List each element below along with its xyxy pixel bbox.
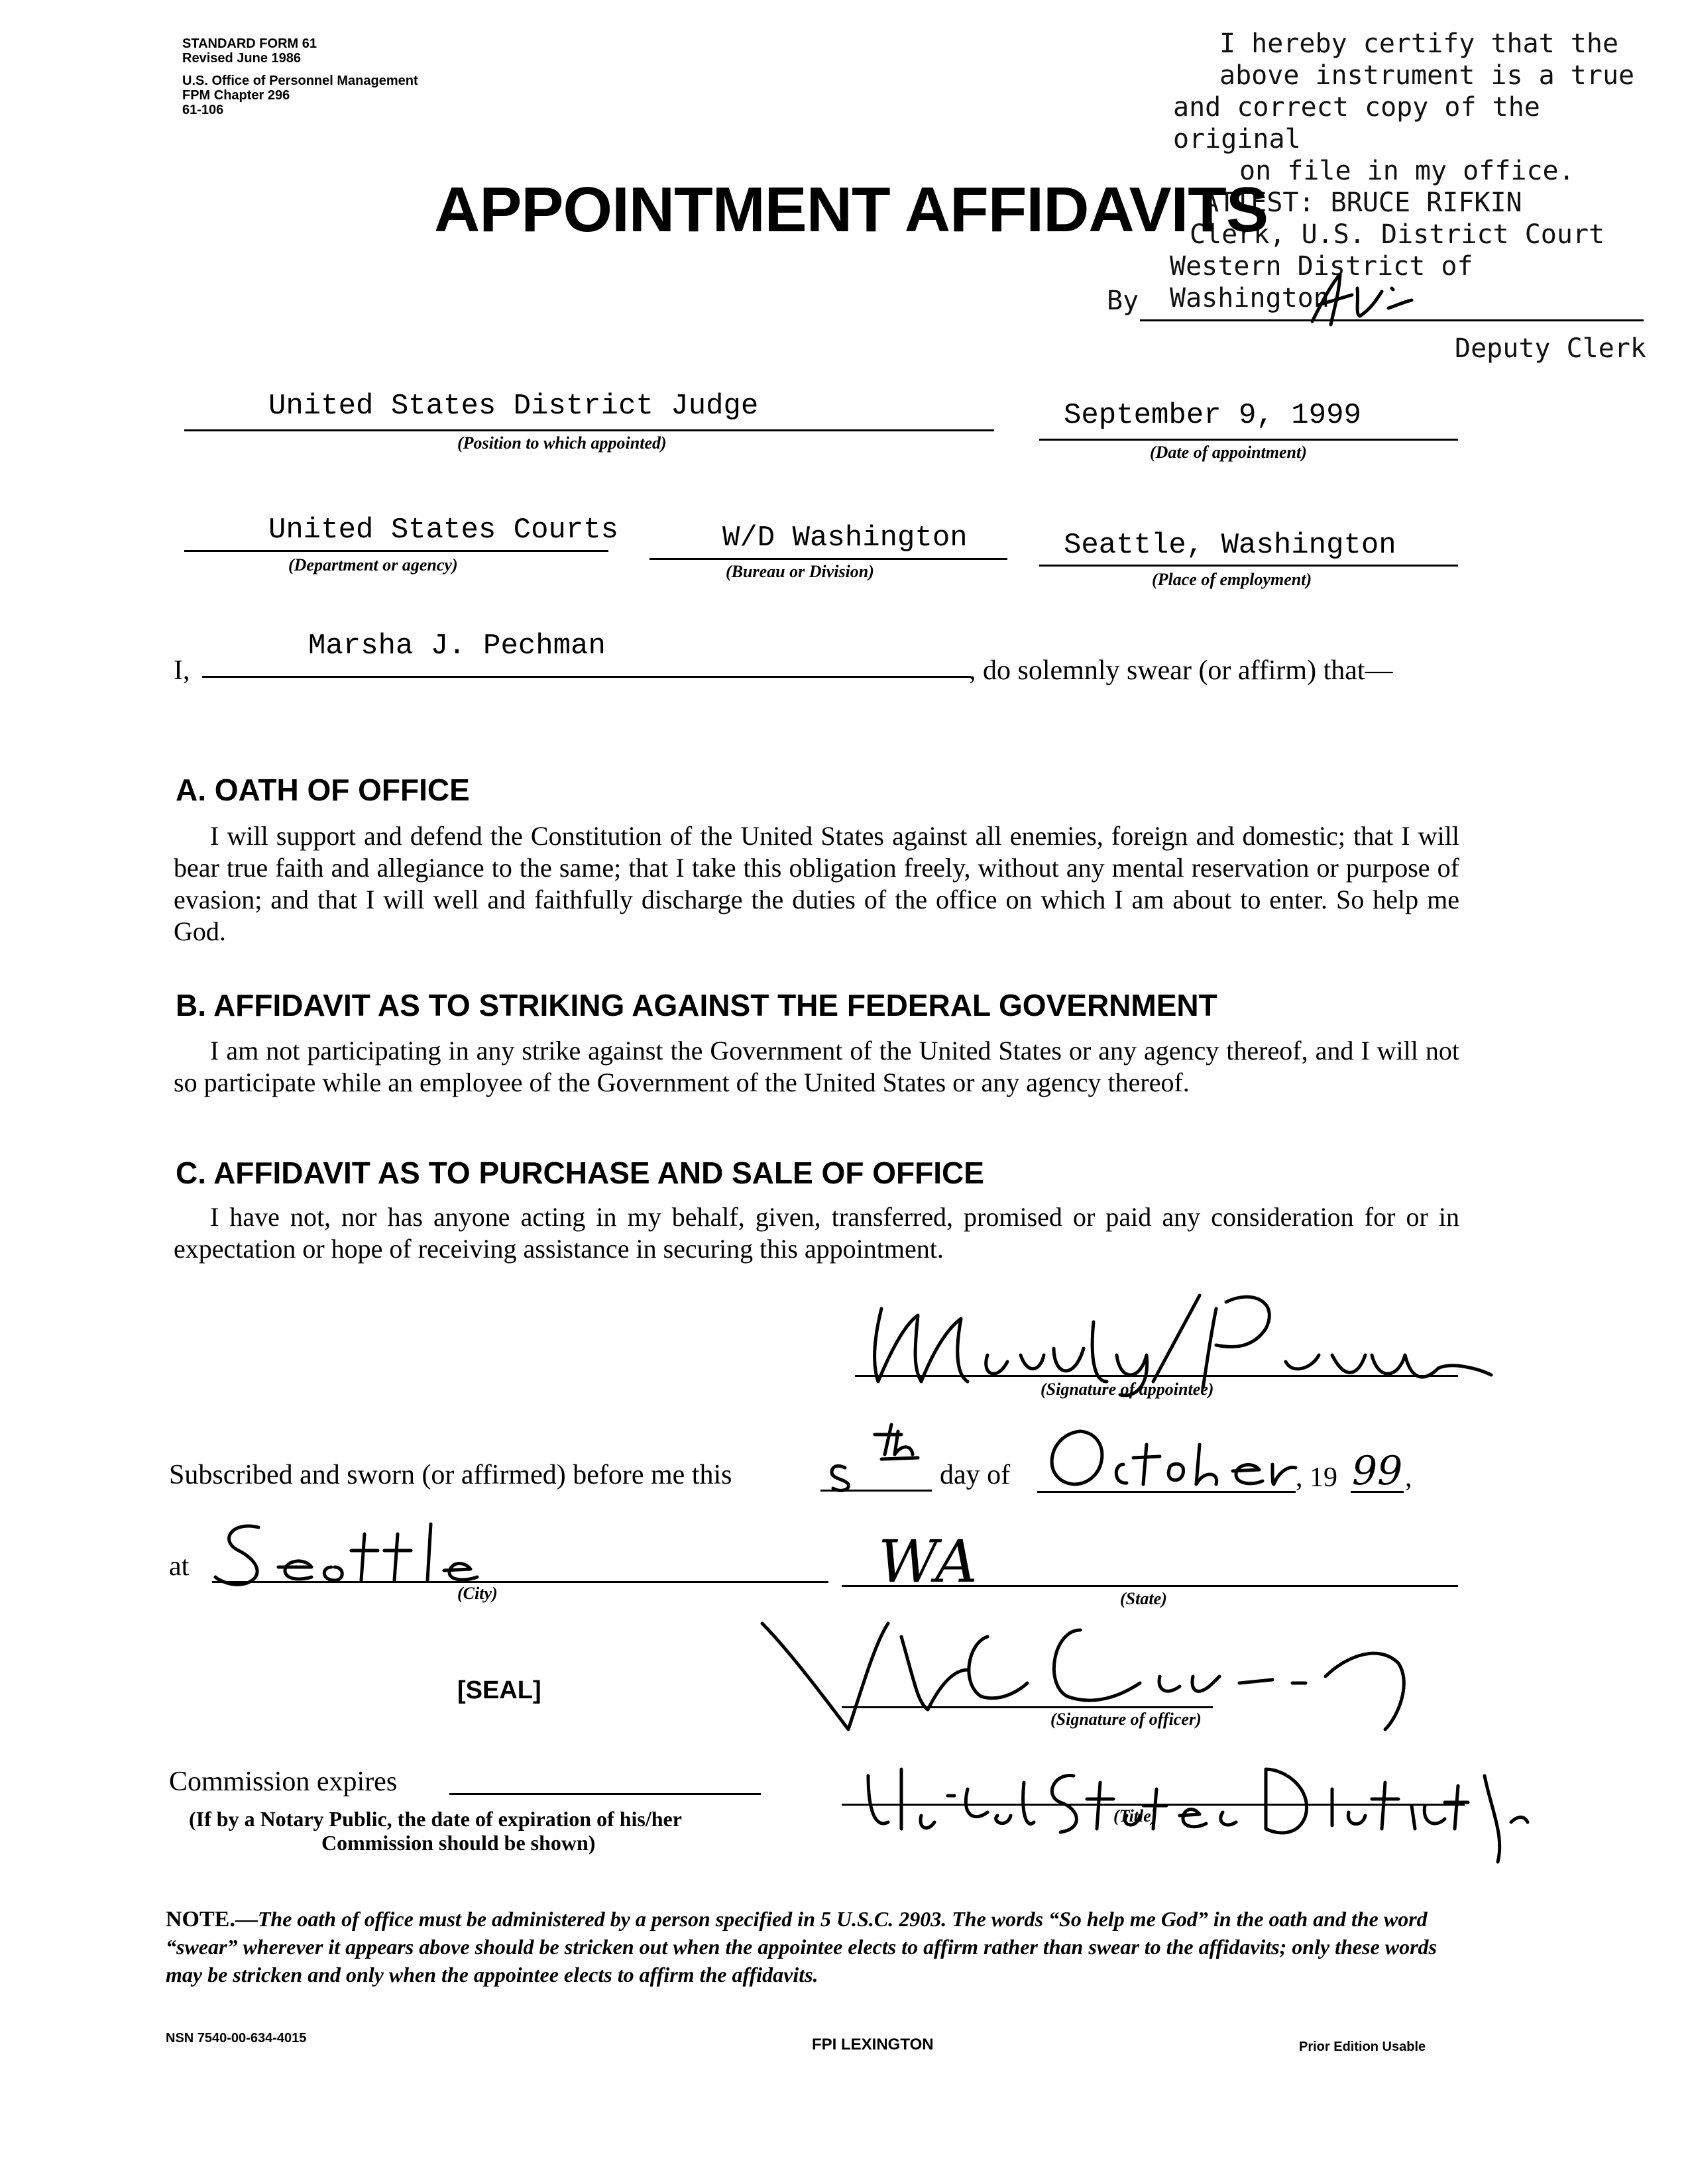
form-number: 61-106 (182, 103, 224, 117)
appointee-name-value: Marsha J. Pechman (308, 629, 606, 663)
appointee-name-line (202, 676, 971, 678)
title-value (888, 1789, 897, 1790)
department-caption: (Department or agency) (288, 555, 458, 574)
stamp-line-3: and correct copy of the original (1173, 92, 1540, 154)
city-handwriting (205, 1514, 497, 1600)
city-value (239, 1544, 241, 1545)
month-handwriting (1034, 1418, 1312, 1494)
year-suffix: , (1405, 1462, 1412, 1493)
department-value: United States Courts (268, 514, 619, 547)
year-line (1351, 1491, 1404, 1493)
place-line (1039, 565, 1458, 567)
commission-note-line-2: Commission should be shown) (321, 1831, 596, 1855)
page-title: APPOINTMENT AFFIDAVITS (434, 174, 1268, 245)
title-line (842, 1804, 1465, 1806)
section-a-heading: A. OATH OF OFFICE (176, 773, 470, 807)
section-b-text: I am not participating in any strike against the Government of the United States or any agency thereof, and I will not so participate while an employee of the Government of the United States or any agency thereof. (174, 1036, 1459, 1097)
month-value (1047, 1456, 1050, 1457)
month-line (1037, 1491, 1296, 1493)
department-line (184, 550, 608, 552)
day-line (820, 1490, 932, 1492)
stamp-line-5: ATTEST: BRUCE RIFKIN (1203, 188, 1522, 218)
section-b-heading: B. AFFIDAVIT AS TO STRIKING AGAINST THE FEDERAL GOVERNMENT (176, 988, 1217, 1022)
section-c-heading: C. AFFIDAVIT AS TO PURCHASE AND SALE OF OFFICE (176, 1156, 984, 1190)
footer-printer: FPI LEXINGTON (812, 2036, 934, 2053)
stamp-line-6: Clerk, U.S. District Court (1190, 219, 1605, 250)
commission-line (449, 1793, 761, 1795)
note-text: The oath of office must be administered by a person specified in 5 U.S.C. 2903. The words “So help me God” in the oath and the word “swear” wherever it appears above should be stricken out when the appointee elects to affirm rather than swear to the affidavits; only these words may be stricken and only when the appointee elects to affirm the affidavits. (166, 1907, 1437, 1987)
at-label: at (169, 1551, 190, 1582)
note-label: NOTE.— (166, 1907, 258, 1932)
position-caption: (Position to which appointed) (457, 433, 667, 453)
deputy-signature (1299, 268, 1418, 331)
seal-label: [SEAL] (457, 1676, 541, 1704)
day-value (779, 1456, 780, 1457)
commission-note (189, 1807, 682, 1855)
stamp-line-4: on file in my office. (1239, 156, 1575, 186)
date-value: September 9, 1999 (1064, 399, 1361, 432)
date-caption: (Date of appointment) (1150, 443, 1307, 462)
form-revised: Revised June 1986 (182, 51, 301, 66)
commission-label: Commission expires (169, 1767, 398, 1797)
footer-nsn: NSN 7540-00-634-4015 (166, 2031, 307, 2046)
form-name: STANDARD FORM 61 (182, 36, 317, 51)
section-c-text: I have not, nor has anyone acting in my behalf, given, transferred, promised or paid any consideration for or in expectation or hope of receiving assistance in securing this appointment. (174, 1202, 1459, 1264)
officer-signature-caption: (Signature of officer) (1050, 1710, 1202, 1729)
form-agency: U.S. Office of Personnel Management (182, 74, 418, 88)
date-line (1039, 439, 1458, 441)
bureau-value: W/D Washington (722, 521, 968, 555)
bureau-line (649, 558, 1007, 560)
state-line (842, 1585, 1458, 1587)
officer-signature-line (842, 1706, 1213, 1708)
appointee-signature-caption: (Signature of appointee) (1041, 1380, 1214, 1399)
year-value: 99 (1352, 1448, 1403, 1494)
title-caption: (Title) (1113, 1806, 1157, 1826)
position-line (184, 429, 994, 431)
place-value: Seattle, Washington (1064, 529, 1396, 562)
form-chapter: FPM Chapter 296 (182, 88, 290, 103)
appointee-signature-line (855, 1375, 1458, 1377)
state-caption: (State) (1120, 1589, 1167, 1608)
city-line (212, 1581, 828, 1583)
position-value: United States District Judge (268, 390, 759, 423)
swear-suffix: , do solemnly swear (or affirm) that— (969, 655, 1393, 686)
deputy-clerk-label: Deputy Clerk (1455, 333, 1646, 364)
year-prefix: , 19 (1296, 1462, 1337, 1493)
note-block (166, 1907, 1458, 1991)
title-handwriting (855, 1749, 1531, 1869)
day-of-label: day of (940, 1460, 1011, 1490)
stamp-line-2: above instrument is a true (1219, 60, 1635, 91)
swear-prefix: I, (174, 655, 190, 686)
form-header (182, 36, 418, 117)
stamp-line-1: I hereby certify that the (1219, 28, 1619, 59)
day-handwriting (818, 1418, 938, 1494)
commission-note-line-1: (If by a Notary Public, the date of expiration of his/her (189, 1807, 682, 1831)
footer-edition: Prior Edition Usable (1299, 2040, 1426, 2054)
place-caption: (Place of employment) (1152, 570, 1312, 589)
by-label: By (1107, 286, 1139, 316)
city-caption: (City) (457, 1584, 498, 1603)
bureau-caption: (Bureau or Division) (726, 562, 874, 581)
state-value: WA (878, 1527, 978, 1596)
stamp-line-7: Western District of Washington (1170, 251, 1473, 313)
section-a-text: I will support and defend the Constitution of the United States against all enemies, foreign and domestic; that I will bear true faith and allegiance to the same; that I take this obligation freely, without any mental reservation or purpose of evasion; and that I will well and faithfully discharge the duties of the office on which I am about to enter. So help me God. (174, 821, 1459, 946)
sworn-text: Subscribed and sworn (or affirmed) before me this (169, 1460, 732, 1490)
